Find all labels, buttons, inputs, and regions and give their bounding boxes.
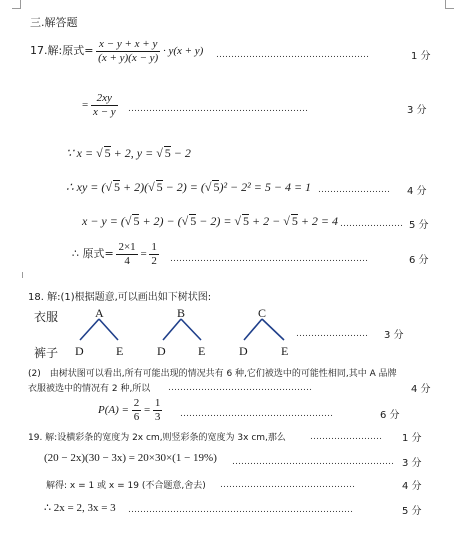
section-title: 三.解答题 xyxy=(30,16,78,29)
q17-line-4-mid-2: − 2) = ( xyxy=(162,180,205,194)
q19-solution: 解得: x = 1 或 x = 19 (不合题意,舍去) xyxy=(46,481,206,491)
q17-line-5-mid-1: + 2) − ( xyxy=(139,214,182,228)
q18-probability-dots: …………………………………………… xyxy=(180,408,333,418)
q17-fraction-4 xyxy=(149,241,159,268)
corner-mark-top-right xyxy=(445,0,454,9)
q17-fraction-4-den: 2 xyxy=(151,255,157,267)
q18-fraction-1 xyxy=(132,397,142,424)
q17-line-5-mid-3: + 2 − xyxy=(249,214,284,228)
q17-line-3: ∵ x = √ 5 + 2, y = √ 5 − 2 xyxy=(66,146,191,160)
tree-top-b: B xyxy=(177,306,186,320)
q17-line-5-radical-2: 5 xyxy=(190,214,197,228)
q18-fraction-2-den: 3 xyxy=(154,411,161,423)
q17-line-3-pre: ∵ x = xyxy=(66,146,97,160)
q17-line-4: ∴ xy = (√ 5 + 2)(√ 5 − 2) = (√ 5)² − 2² = 5 − 4 = 1 xyxy=(66,180,312,194)
q17-line-3-mid: + 2, y = xyxy=(110,146,157,160)
q17-line-3-radical-1: 5 xyxy=(104,146,111,160)
q17-line-5-mid-2: − 2) = xyxy=(196,214,235,228)
q18-intro: 18. 解:(1)根据题意,可以画出如下树状图: xyxy=(28,292,212,303)
q17-line-5-dots: ………………… xyxy=(340,218,403,228)
q17-fraction-2-num: 2xy xyxy=(91,92,118,106)
q17-line-1-dots: …………………………………………… xyxy=(216,49,369,59)
q18-probability-pre: P(A) = xyxy=(98,404,132,417)
tree-bottom-1: D xyxy=(75,344,84,358)
branch-c-e xyxy=(262,319,284,340)
tree-bottom-4: E xyxy=(198,344,206,358)
q17-line-2 xyxy=(82,92,118,119)
tree-label-pants: 裤子 xyxy=(34,346,59,360)
tree-bottom-6: E xyxy=(281,344,289,358)
q17-line-5-radical-4: 5 xyxy=(291,214,298,228)
q17-line-2-score: 3 分 xyxy=(407,105,427,116)
q17-line-5-radical-1: 5 xyxy=(133,214,140,228)
q18-fraction-1-den: 6 xyxy=(133,411,140,423)
tree-score: 3 分 xyxy=(384,330,404,341)
q17-line-4-post: )² − 2² = 5 − 4 = 1 xyxy=(219,180,312,194)
q19-intro: 19. 解:设横彩条的宽度为 2x cm,则竖彩条的宽度为 3x cm,那么 xyxy=(28,433,286,443)
q17-line-4-score: 4 分 xyxy=(407,186,427,197)
q17-line-2-dots: …………………………………………………… xyxy=(128,103,308,113)
q19-equation-dots: ……………………………………………… xyxy=(232,456,394,466)
tree-top-a: A xyxy=(95,306,104,320)
q17-line-4-dots: …………………… xyxy=(318,184,390,194)
q17-line-6-score: 6 分 xyxy=(409,255,429,266)
q17-line-5-post: + 2 = 4 xyxy=(297,214,339,228)
q17-line-4-mid-1: + 2)( xyxy=(119,180,149,194)
q17-line-4-pre: ∴ xy = ( xyxy=(66,180,106,194)
corner-mark-top-left xyxy=(12,0,21,9)
q17-fraction-2 xyxy=(91,92,118,119)
q18-fraction-2 xyxy=(153,397,163,424)
q19-final-dots: ………………………………………………………………… xyxy=(128,504,353,514)
branch-a-e xyxy=(99,319,118,340)
branch-a-d xyxy=(80,319,99,340)
tree-dots: …………………… xyxy=(296,328,368,338)
q18-probability xyxy=(98,397,162,424)
q18-part2-line-2: 衣服被选中的情况有 2 种,所以 xyxy=(28,384,151,394)
q17-fraction-1-den: (x + y)(x − y) xyxy=(98,52,159,64)
q17-line-4-radical-1: 5 xyxy=(113,180,120,194)
q18-fraction-2-num: 1 xyxy=(154,397,161,409)
q17-line-6-dots: ………………………………………………………… xyxy=(170,253,368,263)
q18-part2-dots: ………………………………………… xyxy=(168,382,312,392)
q17-fraction-1-num: x − y + x + y xyxy=(96,38,160,52)
q18-probability-score: 6 分 xyxy=(380,410,400,421)
q17-line-3-post: − 2 xyxy=(170,146,191,160)
q19-final-score: 5 分 xyxy=(402,506,422,517)
q18-part2-score: 4 分 xyxy=(411,384,431,395)
q17-line-2-eq: = xyxy=(82,99,89,112)
q17-line-6-pre: ∴ 原式= xyxy=(72,247,114,261)
branch-c-d xyxy=(244,319,262,340)
q18-probability-eq: = xyxy=(141,404,153,417)
q17-fraction-3-den: 4 xyxy=(124,255,130,267)
tree-label-clothes: 衣服 xyxy=(34,310,59,324)
q17-line-5-pre: x − y = ( xyxy=(82,214,125,228)
q19-final: ∴ 2x = 2, 3x = 3 xyxy=(44,502,116,514)
q18-part2-line-1: (2) 由树状图可以看出,所有可能出现的情况共有 6 种,它们被选中的可能性相同,其中 A 品牌 xyxy=(28,369,397,379)
q19-intro-dots: …………………… xyxy=(310,431,382,441)
q17-line-6 xyxy=(72,241,159,268)
q17-line-5: x − y = (√ 5 + 2) − (√ 5 − 2) = √ 5 + 2 − √ 5 + 2 = 4 xyxy=(82,214,339,228)
q17-fraction-3 xyxy=(116,241,137,268)
tree-top-c: C xyxy=(258,306,267,320)
q19-intro-score: 1 分 xyxy=(402,433,422,444)
q17-line-4-radical-2: 5 xyxy=(156,180,163,194)
q17-fraction-4-num: 1 xyxy=(151,241,157,253)
branch-b-d xyxy=(163,319,181,340)
q17-line-6-eq: = xyxy=(137,248,150,261)
q17-fraction-2-den: x − y xyxy=(92,106,116,118)
tree-bottom-5: D xyxy=(239,344,248,358)
q17-fraction-3-num: 2×1 xyxy=(118,241,136,253)
q17-line-3-radical-2: 5 xyxy=(164,146,171,160)
q19-equation-score: 3 分 xyxy=(402,458,422,469)
branch-b-e xyxy=(181,319,201,340)
q19-solution-score: 4 分 xyxy=(402,481,422,492)
corner-mark-mid-left xyxy=(14,272,23,278)
q17-fraction-1 xyxy=(96,38,160,65)
q17-line-4-radical-3: 5 xyxy=(213,180,220,194)
q17-line-1-tail: · y(x + y) xyxy=(162,45,204,58)
q17-prefix: 17.解:原式= xyxy=(30,44,94,58)
q17-line-1 xyxy=(30,38,203,65)
q19-solution-dots: ……………………………………… xyxy=(220,479,355,489)
q17-line-1-score: 1 分 xyxy=(411,51,431,62)
q19-equation: (20 − 2x)(30 − 3x) = 20×30×(1 − 19%) xyxy=(44,452,217,464)
tree-bottom-3: D xyxy=(157,344,166,358)
tree-bottom-2: E xyxy=(116,344,124,358)
q18-fraction-1-num: 2 xyxy=(133,397,140,409)
q17-line-5-score: 5 分 xyxy=(409,220,429,231)
q17-line-5-radical-3: 5 xyxy=(243,214,250,228)
